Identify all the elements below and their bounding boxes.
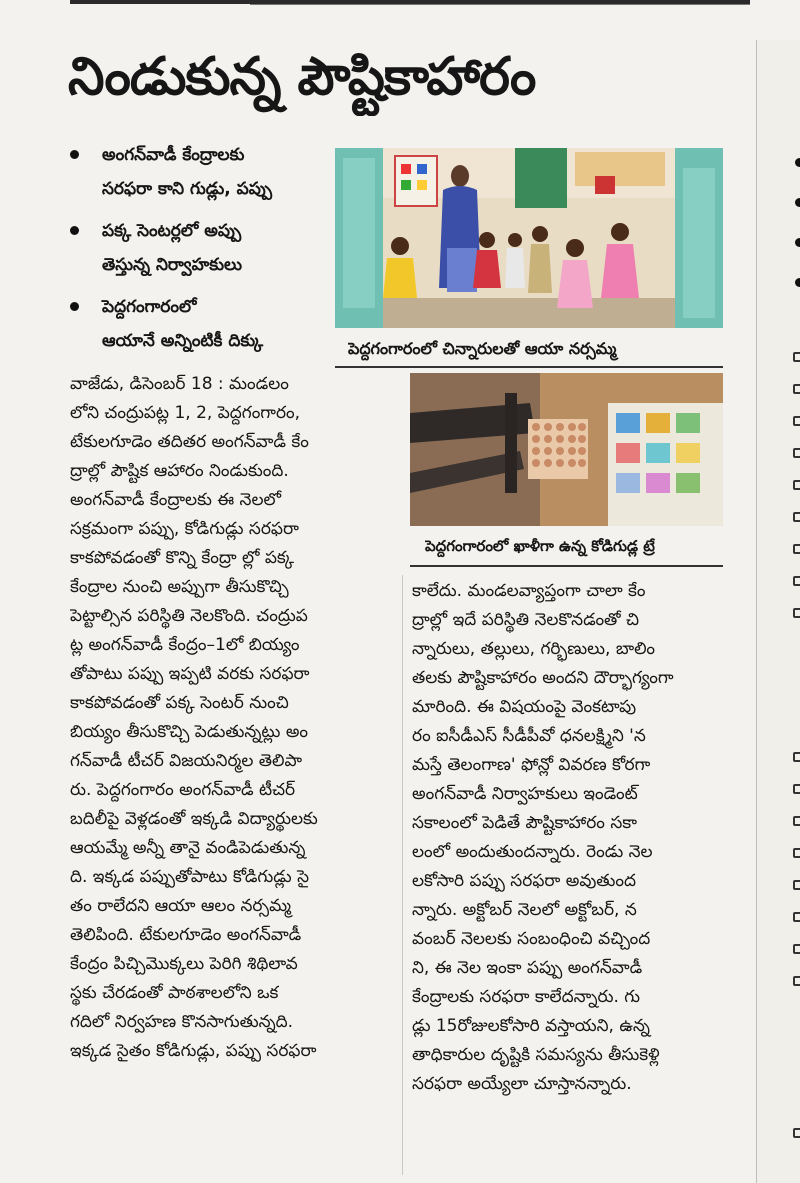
adjacent-glyph-fragment [793, 1128, 800, 1138]
body-line: వంబర్ నెలలకు సంబంధించి వచ్చింద [412, 929, 651, 949]
body-line: సరఫరా అయ్యేలా చూస్తానన్నారు. [412, 1074, 632, 1094]
body-line: లకోసారి పప్పు సరఫరా అవుతుంద [412, 871, 637, 891]
adjacent-glyph-fragment [793, 608, 800, 618]
adjacent-glyph-fragment [793, 848, 800, 858]
caption-underline [410, 565, 723, 567]
classroom-photo-illustration [335, 148, 723, 328]
body-line: ది. ఇక్కడ పప్పుతోపాటు కోడిగుడ్లు సై [70, 867, 310, 887]
body-line: లోని చంద్రుపట్ల 1, 2, పెద్దగంగారం, [70, 403, 301, 423]
body-line: బియ్యం తీసుకొచ్చి పెడుతున్నట్లు అం [70, 722, 309, 742]
body-line: కాకపోవడంతో కొన్ని కేంద్రా ల్లో పక్క [70, 548, 295, 568]
adjacent-glyph-fragment [793, 416, 800, 426]
photo-children-with-caretaker [335, 148, 723, 328]
article-body-column-right [412, 577, 725, 1099]
body-line: కాకపోవడంతో పక్క సెంటర్ నుంచి [70, 693, 289, 713]
body-line: రం ఐసీడీఎస్ సీడీపీవో ధనలక్ష్మిని 'న [412, 726, 646, 746]
body-line: మస్తే తెలంగాణ' ఫోన్లో వివరణ కోరగా [412, 755, 651, 775]
adjacent-glyph-fragment [793, 944, 800, 954]
body-line: మారింది. ఈ విషయంపై వెంకటాపు [412, 697, 637, 717]
adjacent-glyph-fragment [793, 544, 800, 554]
body-line: అంగన్‌వాడీ కేంద్రాలకు ఈ నెలలో [70, 490, 282, 510]
body-line: లంలో అందుతుందన్నారు. రెండు నెల [412, 842, 653, 862]
adjacent-bullet-icon [795, 278, 800, 287]
adjacent-bullet-icon [795, 238, 800, 247]
top-rule-thin [250, 4, 750, 5]
adjacent-glyph-fragment [793, 576, 800, 586]
bullet-text: పెద్దగంగారంలో [102, 297, 197, 317]
adjacent-glyph-fragment [793, 976, 800, 986]
body-line: ద్రాల్లో పౌష్టిక ఆహారం నిండుకుంది. [70, 461, 289, 481]
bullet-text: అంగన్‌వాడీ కేంద్రాలకు [102, 145, 245, 165]
body-line: ని, ఈ నెల ఇంకా పప్పు అంగన్‌వాడీ [412, 958, 643, 978]
photo-empty-egg-tray [410, 373, 723, 526]
body-line: తలకు పౌష్టికాహారం అందని దౌర్భాగ్యంగా [412, 668, 674, 688]
adjacent-bullet-icon [795, 198, 800, 207]
adjacent-glyph-fragment [793, 816, 800, 826]
egg-tray-photo-illustration [410, 373, 723, 526]
body-line: గన్‌వాడీ టీచర్ విజయనిర్మల తెలిపా [70, 751, 303, 771]
body-line: ఆయమ్మే అన్నీ తానై వండిపెడుతున్న [70, 838, 306, 858]
highlight-bullets [70, 140, 335, 365]
body-line: న్నారు. అక్టోబర్ నెలలో అక్టోబర్, న [412, 900, 637, 920]
body-line: అంగన్‌వాడీ నిర్వాహకులు ఇండెంట్ [412, 784, 638, 804]
adjacent-article-strip [757, 40, 800, 1183]
body-line: ఇక్కడ సైతం కోడిగుడ్లు, పప్పు సరఫరా [70, 1041, 317, 1061]
body-line: తాధికారుల దృష్టికి సమస్యను తీసుకెళ్లి [412, 1045, 660, 1065]
adjacent-glyph-fragment [793, 448, 800, 458]
body-line: టేకులగూడెం తదితర అంగన్‌వాడీ కేం [70, 432, 309, 452]
adjacent-bullet-icon [795, 158, 800, 167]
body-line: కేంద్రం పిచ్చిమొక్కలు పెరిగి శిథిలావ [70, 954, 298, 974]
body-line: కాలేదు. మండలవ్యాప్తంగా చాలా కేం [412, 581, 646, 601]
bullet-text: ఆయానే అన్నింటికీ దిక్కు [102, 331, 264, 351]
body-line: వాజేడు, డిసెంబర్ 18 : మండలం [70, 374, 289, 394]
body-line: డ్లు 15రోజులకోసారి వస్తాయని, ఉన్న [412, 1016, 650, 1036]
article-body-column-left [70, 370, 395, 1066]
caption-underline [335, 366, 723, 368]
body-line: తెలిపింది. టేకులగూడెం అంగన్‌వాడీ [70, 925, 302, 945]
photo1-caption: పెద్దగంగారంలో చిన్నారులతో ఆయా నర్సమ్మ [348, 339, 617, 358]
adjacent-glyph-fragment [793, 512, 800, 522]
bullet-text: సరఫరా కాని గుడ్లు, పప్పు [102, 179, 273, 199]
adjacent-glyph-fragment [793, 384, 800, 394]
body-line: ద్రాల్లో ఇదే పరిస్థితి నెలకొనడంతో చి [412, 610, 640, 630]
body-line: రు. పెద్దగంగారం అంగన్‌వాడీ టీచర్ [70, 780, 296, 800]
bullet-icon [70, 226, 79, 235]
body-line: తం రాలేదని ఆయా ఆలం నర్సమ్మ [70, 896, 292, 916]
body-line: సక్రమంగా పప్పు, కోడిగుడ్లు సరఫరా [70, 519, 299, 539]
column-divider [402, 575, 403, 1175]
bullet-text: తెస్తున్న నిర్వాహకులు [102, 255, 242, 275]
bullet-icon [70, 150, 79, 159]
body-line: తోపాటు పప్పు ఇప్పటి వరకు సరఫరా [70, 664, 310, 684]
body-line: గదిలో నిర్వహణ కొనసాగుతున్నది. [70, 1012, 294, 1032]
adjacent-glyph-fragment [793, 752, 800, 762]
adjacent-glyph-fragment [793, 880, 800, 890]
adjacent-glyph-fragment [793, 480, 800, 490]
body-line: సకాలంలో పెడితే పౌష్టికాహారం సకా [412, 813, 637, 833]
body-line: బదిలీపై వెళ్లడంతో ఇక్కడి విద్యార్థులకు [70, 809, 318, 829]
body-line: న్నారులు, తల్లులు, గర్భిణులు, బాలిం [412, 639, 656, 659]
body-line: కేంద్రాలకు సరఫరా కాలేదన్నారు. గు [412, 987, 641, 1007]
body-line: పెట్టాల్సిన పరిస్థితి నెలకొంది. చంద్రుప [70, 606, 308, 626]
adjacent-glyph-fragment [793, 352, 800, 362]
body-line: స్థకు చేరడంతో పాఠశాలలోని ఒక [70, 983, 279, 1003]
article-headline: నిండుకున్న పౌష్టికాహారం [68, 47, 536, 107]
adjacent-glyph-fragment [793, 784, 800, 794]
bullet-icon [70, 302, 79, 311]
body-line: ట్ల అంగన్‌వాడీ కేంద్రం–1లో బియ్యం [70, 635, 300, 655]
photo2-caption: పెద్దగంగారంలో ఖాళీగా ఉన్న కోడిగుడ్ల ట్రే [425, 537, 655, 555]
bullet-text: పక్క సెంటర్లలో అప్పు [102, 221, 242, 241]
adjacent-glyph-fragment [793, 912, 800, 922]
body-line: కేంద్రాల నుంచి అప్పుగా తీసుకొచ్చి [70, 577, 289, 597]
